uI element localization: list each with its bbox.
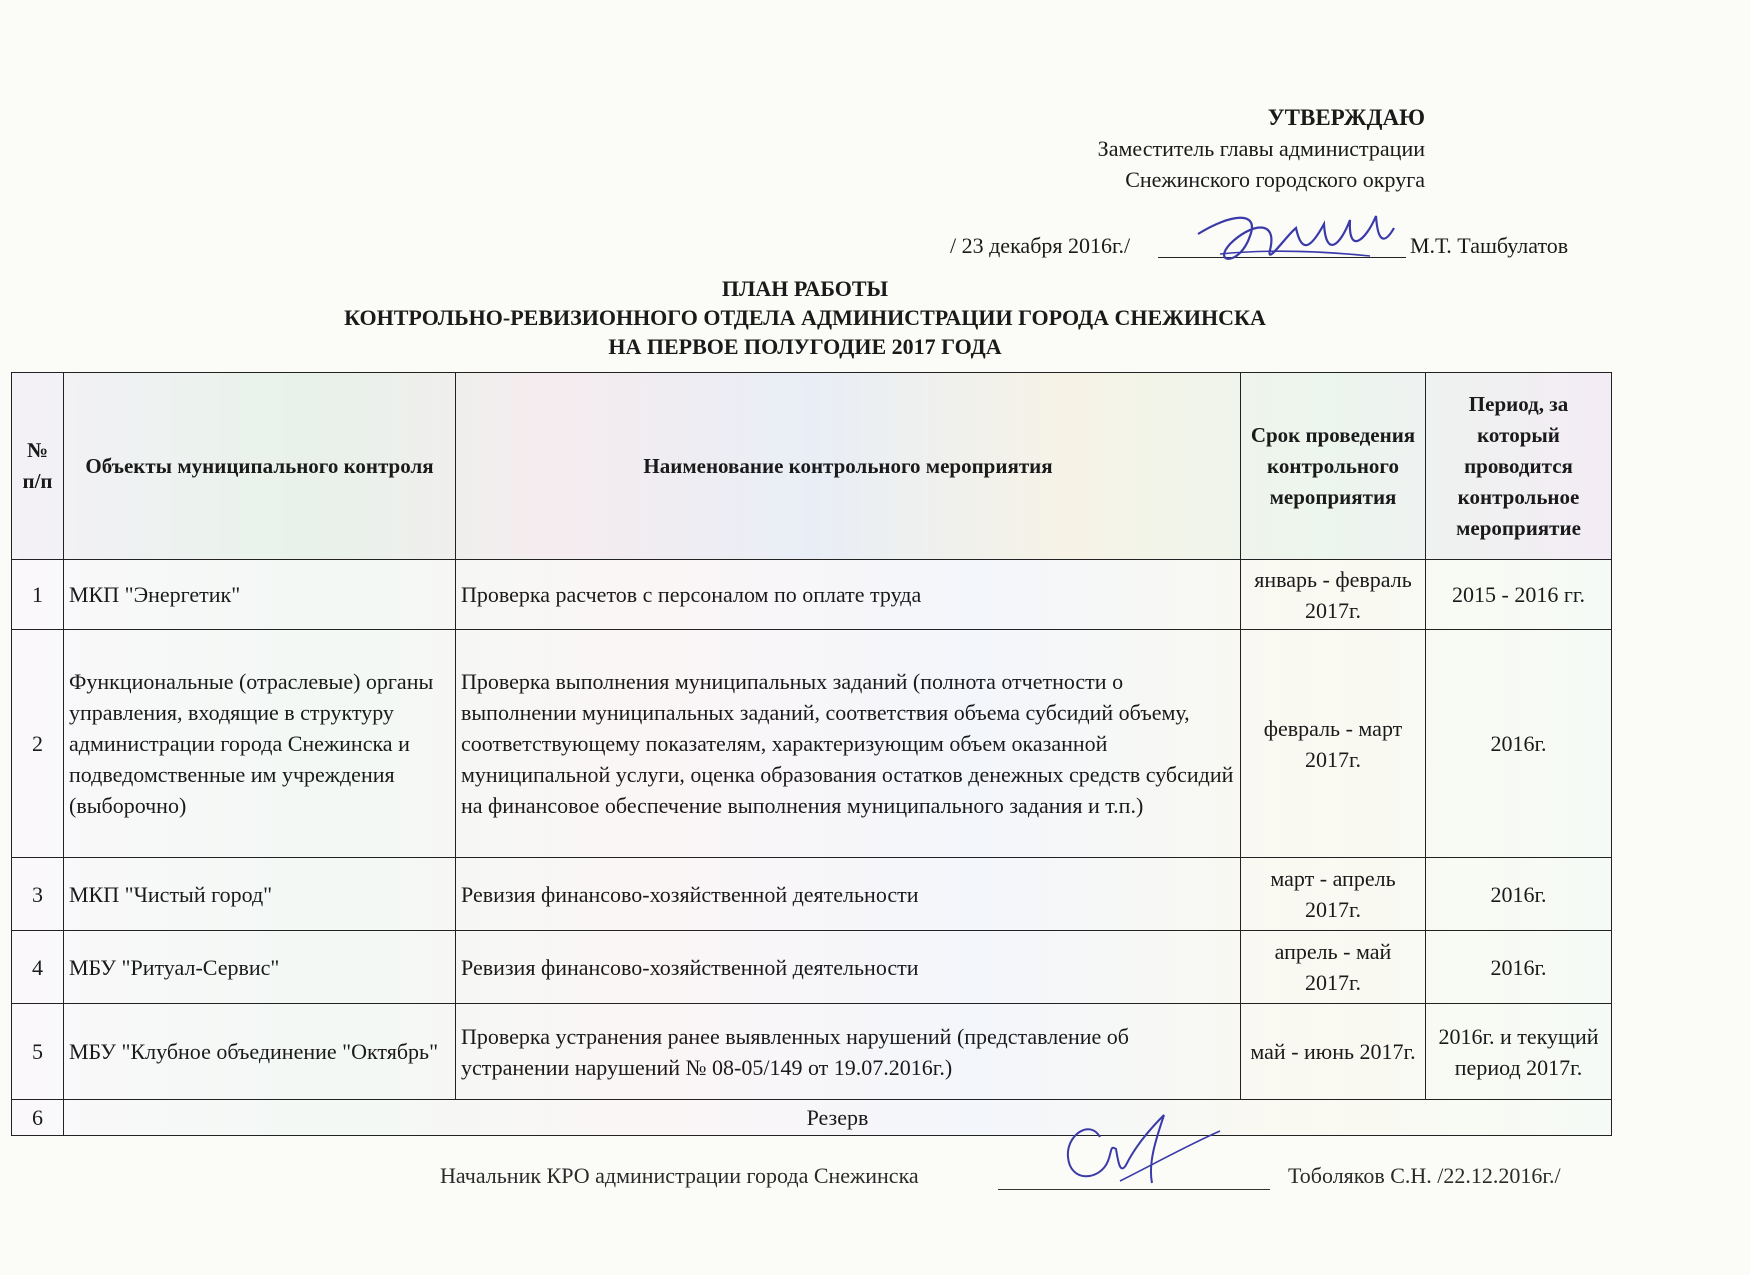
table-row — [12, 560, 1612, 630]
row-event: Ревизия финансово-хозяйственной деятельности — [456, 858, 1241, 931]
row-period: 2016г. — [1426, 931, 1612, 1004]
row-event: Проверка расчетов с персоналом по оплате труда — [456, 560, 1241, 630]
heading-line-3: НА ПЕРВОЕ ПОЛУГОДИЕ 2017 ГОДА — [608, 334, 1002, 359]
row-number: 4 — [12, 931, 64, 1004]
row-term: март - апрель 2017г. — [1241, 858, 1426, 931]
row-term: февраль - март 2017г. — [1241, 630, 1426, 858]
header-number: № п/п — [12, 373, 64, 560]
row-number: 1 — [12, 560, 64, 630]
table-row — [12, 931, 1612, 1004]
table-row — [12, 1004, 1612, 1100]
footer-position: Начальник КРО администрации города Снежинска — [440, 1163, 919, 1188]
row-period: 2016г. — [1426, 630, 1612, 858]
document-heading — [0, 274, 1610, 361]
heading-line-2: КОНТРОЛЬНО-РЕВИЗИОННОГО ОТДЕЛА АДМИНИСТРАЦИИ ГОРОДА СНЕЖИНСКА — [344, 305, 1266, 330]
row-object: МКП "Чистый город" — [64, 858, 456, 931]
row-number: 2 — [12, 630, 64, 858]
row-period: 2016г. — [1426, 858, 1612, 931]
footer-signature-line — [440, 1163, 1620, 1195]
footer-signer: Тоболяков С.Н. /22.12.2016г./ — [1288, 1163, 1561, 1188]
row-object: МКП "Энергетик" — [64, 560, 456, 630]
header-period: Период, за который проводится контрольное мероприятие — [1426, 373, 1612, 560]
footer-signature-mark — [1060, 1105, 1230, 1200]
row-event: Проверка устранения ранее выявленных нарушений (представление об устранении нарушений № 08-05/149 от 19.07.2016г.) — [456, 1004, 1241, 1100]
table-row — [12, 858, 1612, 931]
header-event: Наименование контрольного мероприятия — [456, 373, 1241, 560]
row-object: МБУ "Клубное объединение "Октябрь" — [64, 1004, 456, 1100]
row-term: май - июнь 2017г. — [1241, 1004, 1426, 1100]
header-object: Объекты муниципального контроля — [64, 373, 456, 560]
approval-block — [1098, 102, 1425, 195]
approval-signer: М.Т. Ташбулатов — [1410, 233, 1569, 258]
row-number: 6 — [12, 1100, 64, 1136]
row-event: Ревизия финансово-хозяйственной деятельности — [456, 931, 1241, 1004]
work-plan-table — [11, 372, 1612, 1136]
approval-date: / 23 декабря 2016г./ — [950, 233, 1131, 258]
row-object: МБУ "Ритуал-Сервис" — [64, 931, 456, 1004]
reserve-label: Резерв — [64, 1100, 1612, 1136]
row-number: 3 — [12, 858, 64, 931]
approval-title: УТВЕРЖДАЮ — [1267, 105, 1425, 130]
row-period: 2016г. и текущий период 2017г. — [1426, 1004, 1612, 1100]
row-event: Проверка выполнения муниципальных заданий (полнота отчетности о выполнении муниципальных заданий, соответствия объема субсидий объему, соответствующему показателям, характеризующим объем оказанной муниципальной услуги, оценка образования остатков денежных средств субсидий на финансовое обеспечение выполнения муниципального задания и т.п.) — [456, 630, 1241, 858]
table-header-row — [12, 373, 1612, 560]
row-object: Функциональные (отраслевые) органы управления, входящие в структуру администрации города Снежинска и подведомственные им учреждения (выборочно) — [64, 630, 456, 858]
row-term: апрель - май 2017г. — [1241, 931, 1426, 1004]
heading-line-1: ПЛАН РАБОТЫ — [721, 276, 889, 301]
approval-signature-mark — [1190, 206, 1400, 276]
approval-position: Заместитель главы администрации — [1097, 136, 1425, 161]
row-period: 2015 - 2016 гг. — [1426, 560, 1612, 630]
approval-organization: Снежинского городского округа — [1125, 167, 1425, 192]
row-term: январь - февраль 2017г. — [1241, 560, 1426, 630]
table-row-reserve — [12, 1100, 1612, 1136]
row-number: 5 — [12, 1004, 64, 1100]
table-row — [12, 630, 1612, 858]
header-term: Срок проведения контрольного мероприятия — [1241, 373, 1426, 560]
